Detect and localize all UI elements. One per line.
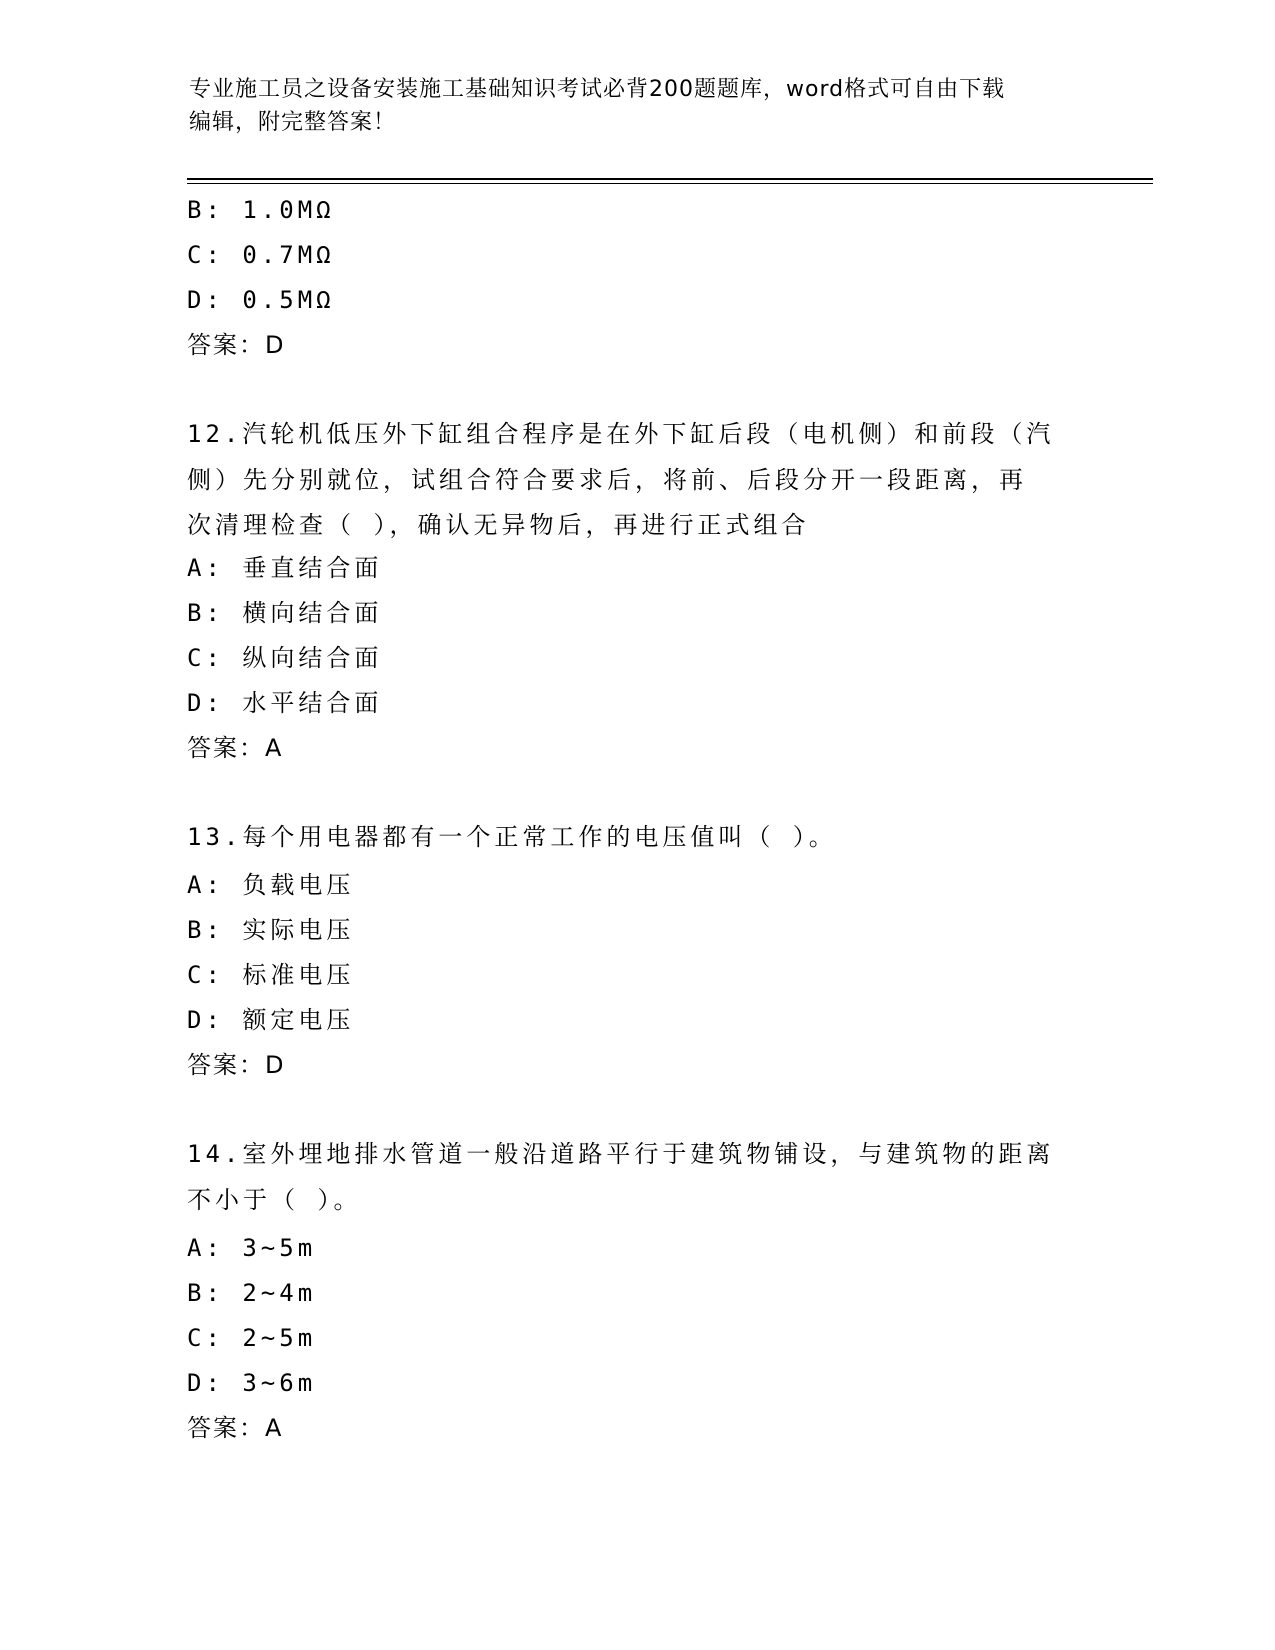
- q12-option-d: D: 水平结合面: [187, 689, 383, 717]
- q11-option-d: D: 0.5MΩ: [187, 286, 335, 314]
- q14-option-a: A: 3~5m: [187, 1234, 317, 1262]
- q14-question: [187, 1132, 1087, 1223]
- q14-answer: 答案：A: [187, 1414, 284, 1442]
- q12-question-line: 次清理检查（ ），确认无异物后，再进行正式组合: [187, 511, 810, 539]
- q11-option-c: C: 0.7MΩ: [187, 241, 335, 269]
- q14-question-line: 14.室外埋地排水管道一般沿道路平行于建筑物铺设，与建筑物的距离: [187, 1140, 1055, 1168]
- q12-answer: 答案：A: [187, 734, 284, 762]
- q12-option-c: C: 纵向结合面: [187, 644, 383, 672]
- header-rule-thick: [187, 178, 1153, 180]
- q12-option-a: A: 垂直结合面: [187, 554, 383, 582]
- header-title-line1: 专业施工员之设备安装施工基础知识考试必背200题题库，word格式可自由下载: [189, 77, 1006, 102]
- q14-option-c: C: 2~5m: [187, 1324, 317, 1352]
- document-header: [189, 73, 1089, 139]
- q13-option-a: A: 负载电压: [187, 871, 355, 899]
- header-title-line2: 编辑，附完整答案！: [189, 110, 397, 135]
- q12-question: [187, 412, 1087, 549]
- q13-answer: 答案：D: [187, 1051, 286, 1079]
- q13-option-b: B: 实际电压: [187, 916, 355, 944]
- q14-option-d: D: 3~6m: [187, 1369, 317, 1397]
- q11-answer: 答案：D: [187, 331, 286, 359]
- q11-option-b: B: 1.0MΩ: [187, 196, 335, 224]
- q14-option-b: B: 2~4m: [187, 1279, 317, 1307]
- header-rule-thin: [187, 183, 1153, 184]
- q14-question-line: 不小于（ ）。: [187, 1185, 362, 1214]
- q13-question-line: 13.每个用电器都有一个正常工作的电压值叫（ ）。: [187, 823, 837, 851]
- q13-option-d: D: 额定电压: [187, 1006, 355, 1034]
- q13-option-c: C: 标准电压: [187, 961, 355, 989]
- q12-question-line: 侧）先分别就位，试组合符合要求后，将前、后段分开一段距离，再: [187, 465, 1027, 494]
- q12-question-line: 12.汽轮机低压外下缸组合程序是在外下缸后段（电机侧）和前段（汽: [187, 420, 1055, 448]
- q13-question: [187, 815, 1087, 861]
- q12-option-b: B: 横向结合面: [187, 599, 383, 627]
